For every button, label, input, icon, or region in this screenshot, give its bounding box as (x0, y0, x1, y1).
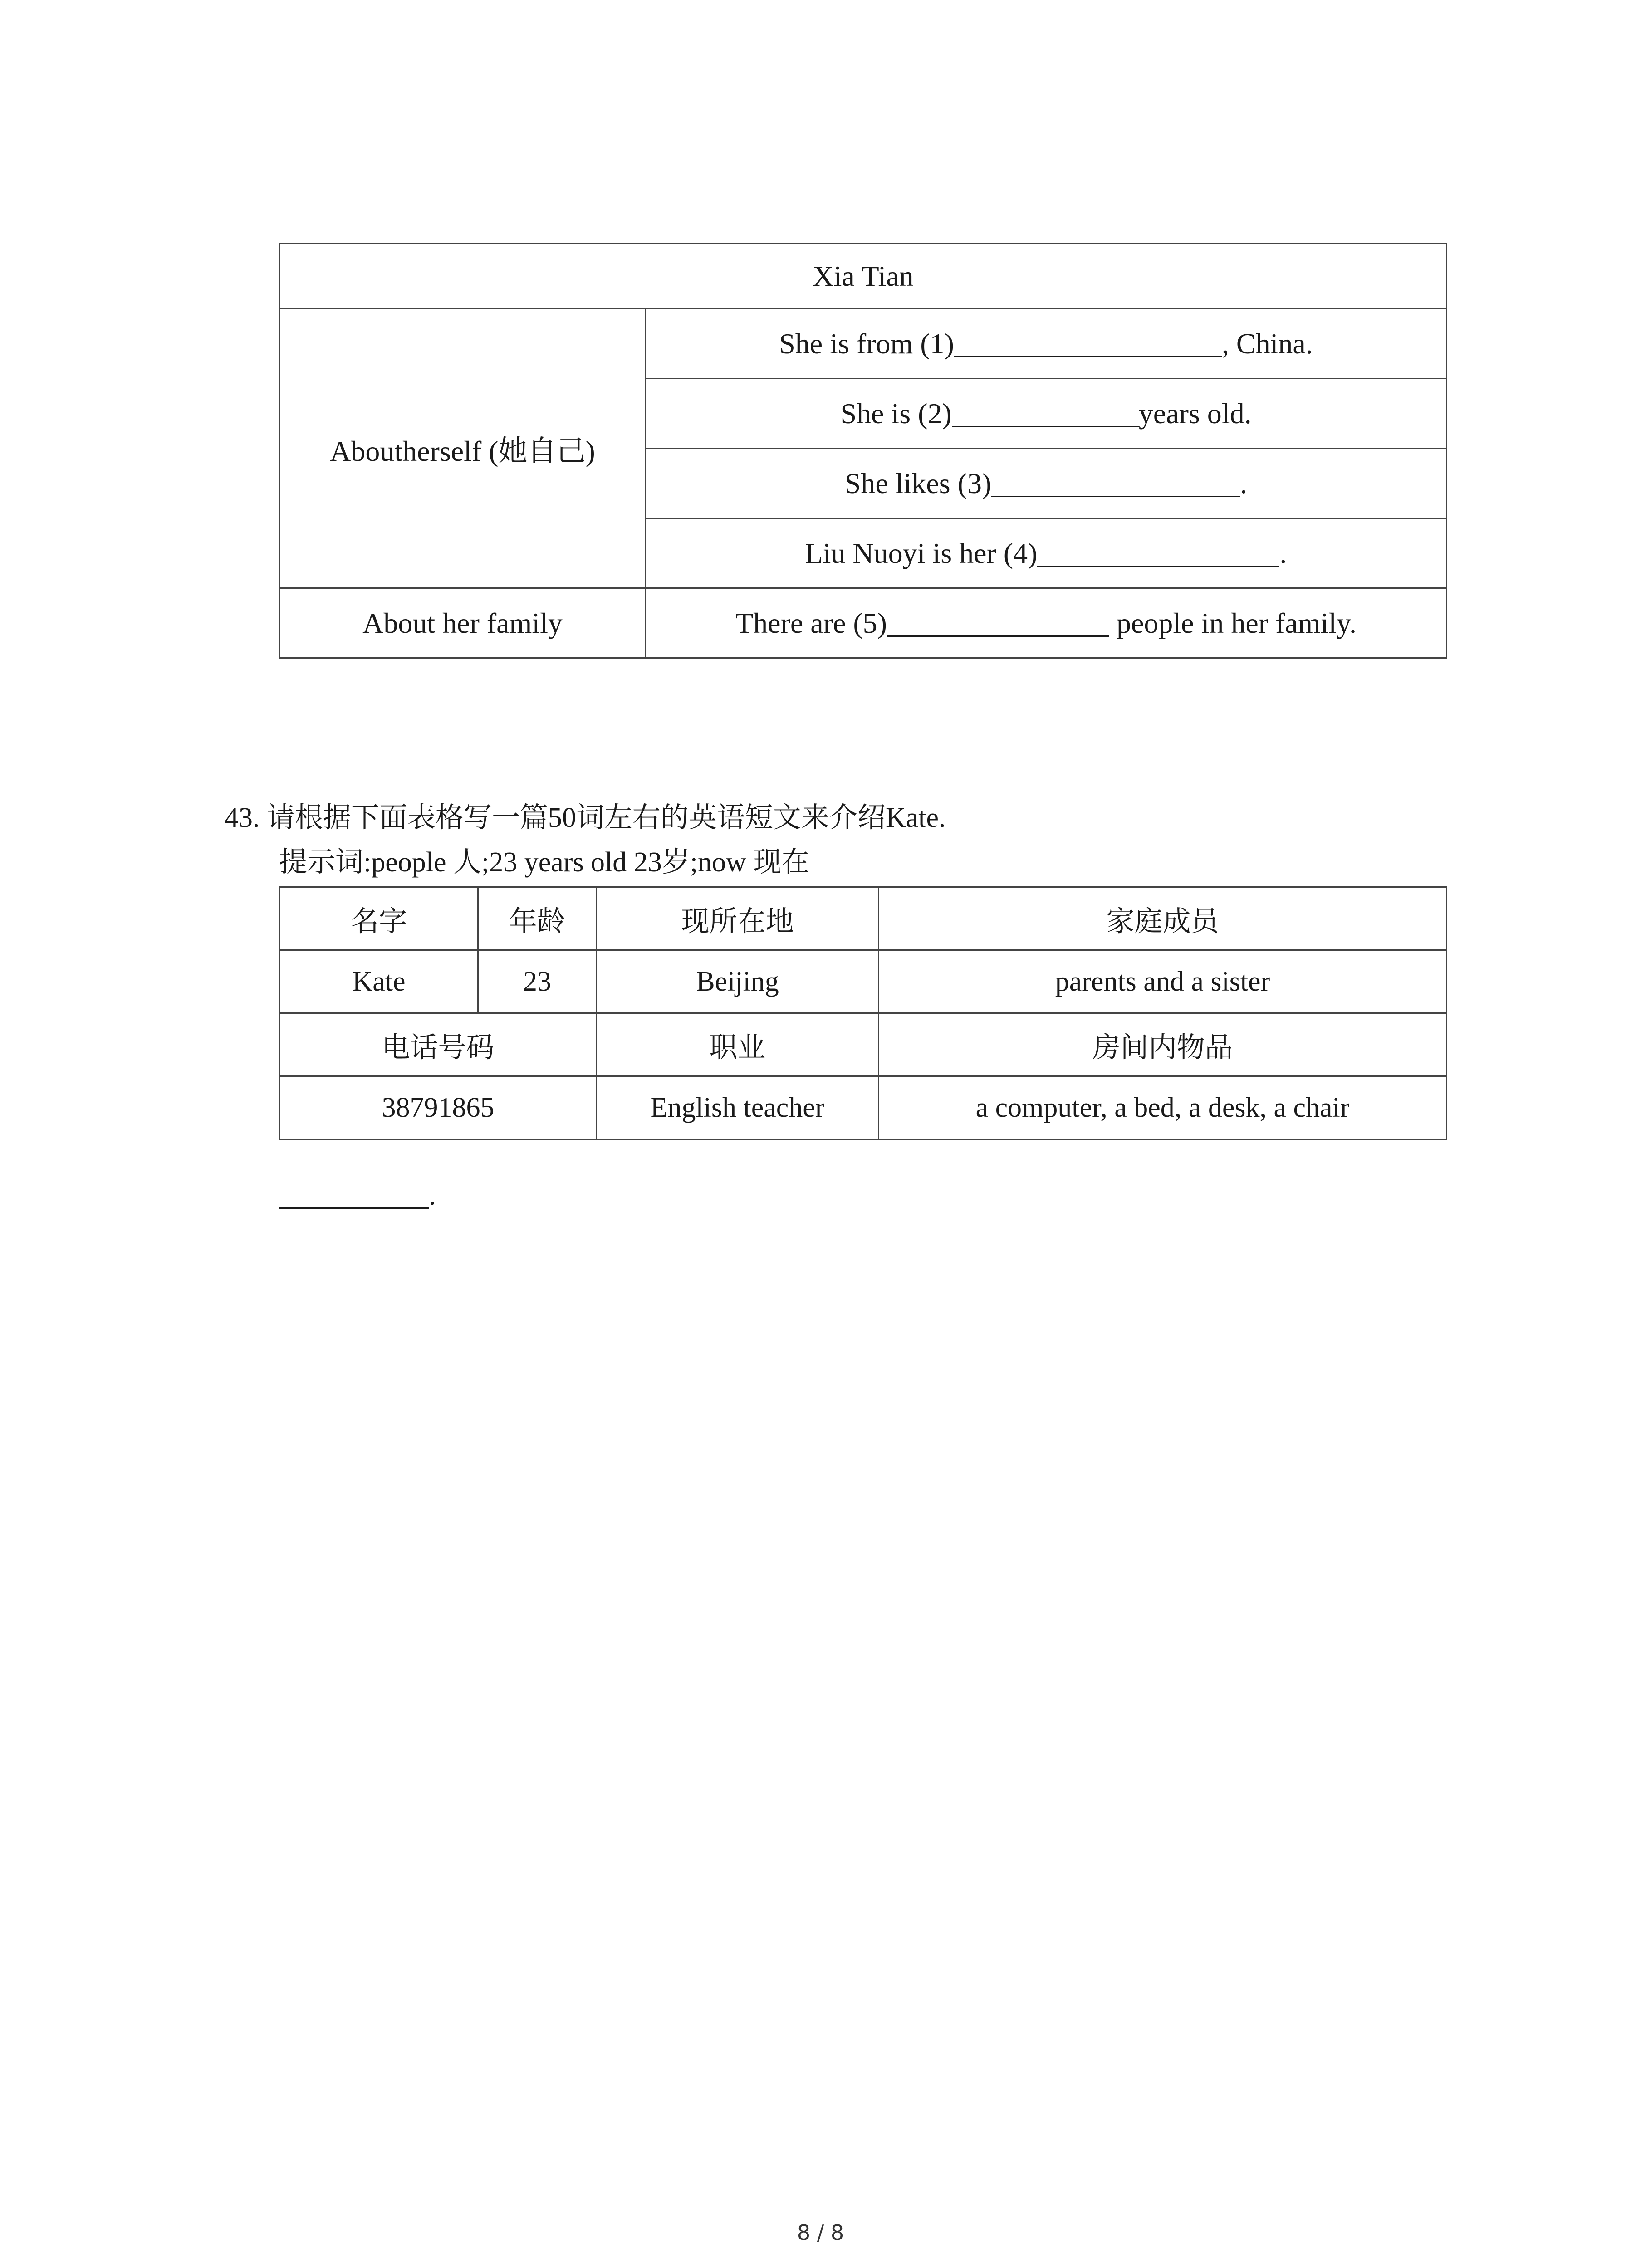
table-cell: 23 (478, 950, 597, 1013)
header-cell: 职业 (597, 1013, 879, 1076)
table-row (280, 588, 1447, 658)
table-cell (646, 449, 1447, 518)
table-cell (646, 309, 1447, 379)
fill-in-blank[interactable] (887, 606, 1109, 637)
table-cell (646, 379, 1447, 449)
sentence-text: , China. (1221, 327, 1313, 360)
header-cell: 房间内物品 (879, 1013, 1447, 1076)
table-cell: 38791865 (280, 1076, 597, 1139)
page-number: 8 / 8 (797, 2220, 844, 2245)
header-cell: 年龄 (478, 887, 597, 950)
sentence-text: She is (2) (840, 397, 952, 430)
fill-in-blank[interactable] (1037, 537, 1279, 567)
question-text: 请根据下面表格写一篇50词左右的英语短文来介绍Kate. (267, 802, 946, 833)
sentence-text: years old. (1138, 397, 1252, 430)
table-cell (646, 588, 1447, 658)
fill-in-blank[interactable] (952, 397, 1139, 427)
table-cell: English teacher (597, 1076, 879, 1139)
sentence-text: . (1279, 537, 1287, 569)
question-43-hint: 提示词:people 人;23 years old 23岁;now 现在 (279, 847, 810, 878)
about-herself-cell: Aboutherself (她自己) (280, 309, 646, 588)
header-cell: 家庭成员 (879, 887, 1447, 950)
answer-blank[interactable] (279, 1179, 429, 1209)
sentence-text: . (1240, 467, 1248, 499)
table-cell: a computer, a bed, a desk, a chair (879, 1076, 1447, 1139)
table-row (280, 950, 1447, 1013)
table-title-cell: Xia Tian (280, 244, 1447, 309)
xia-tian-table (279, 243, 1447, 659)
sentence-text: Liu Nuoyi is her (4) (805, 537, 1038, 569)
sentence-text: She is from (1) (779, 327, 954, 360)
sentence-text: people in her family. (1109, 606, 1357, 639)
sentence-text: There are (5) (735, 606, 887, 639)
table-row (280, 1076, 1447, 1139)
fill-in-blank[interactable] (991, 467, 1240, 497)
table-cell: parents and a sister (879, 950, 1447, 1013)
table-cell (646, 518, 1447, 588)
table-row (280, 309, 1447, 379)
question-43-prompt (225, 795, 946, 835)
table-cell: Kate (280, 950, 478, 1013)
answer-line (279, 1179, 436, 1212)
header-cell: 电话号码 (280, 1013, 597, 1076)
header-cell: 现所在地 (597, 887, 879, 950)
kate-info-table (279, 886, 1447, 1140)
question-number: 43. (225, 802, 260, 833)
answer-period: . (429, 1180, 436, 1211)
table-cell: Beijing (597, 950, 879, 1013)
table-header-row (280, 887, 1447, 950)
header-cell: 名字 (280, 887, 478, 950)
about-family-cell: About her family (280, 588, 646, 658)
fill-in-blank[interactable] (954, 327, 1222, 357)
table-header-row (280, 1013, 1447, 1076)
sentence-text: She likes (3) (844, 467, 992, 499)
table-row (280, 244, 1447, 309)
